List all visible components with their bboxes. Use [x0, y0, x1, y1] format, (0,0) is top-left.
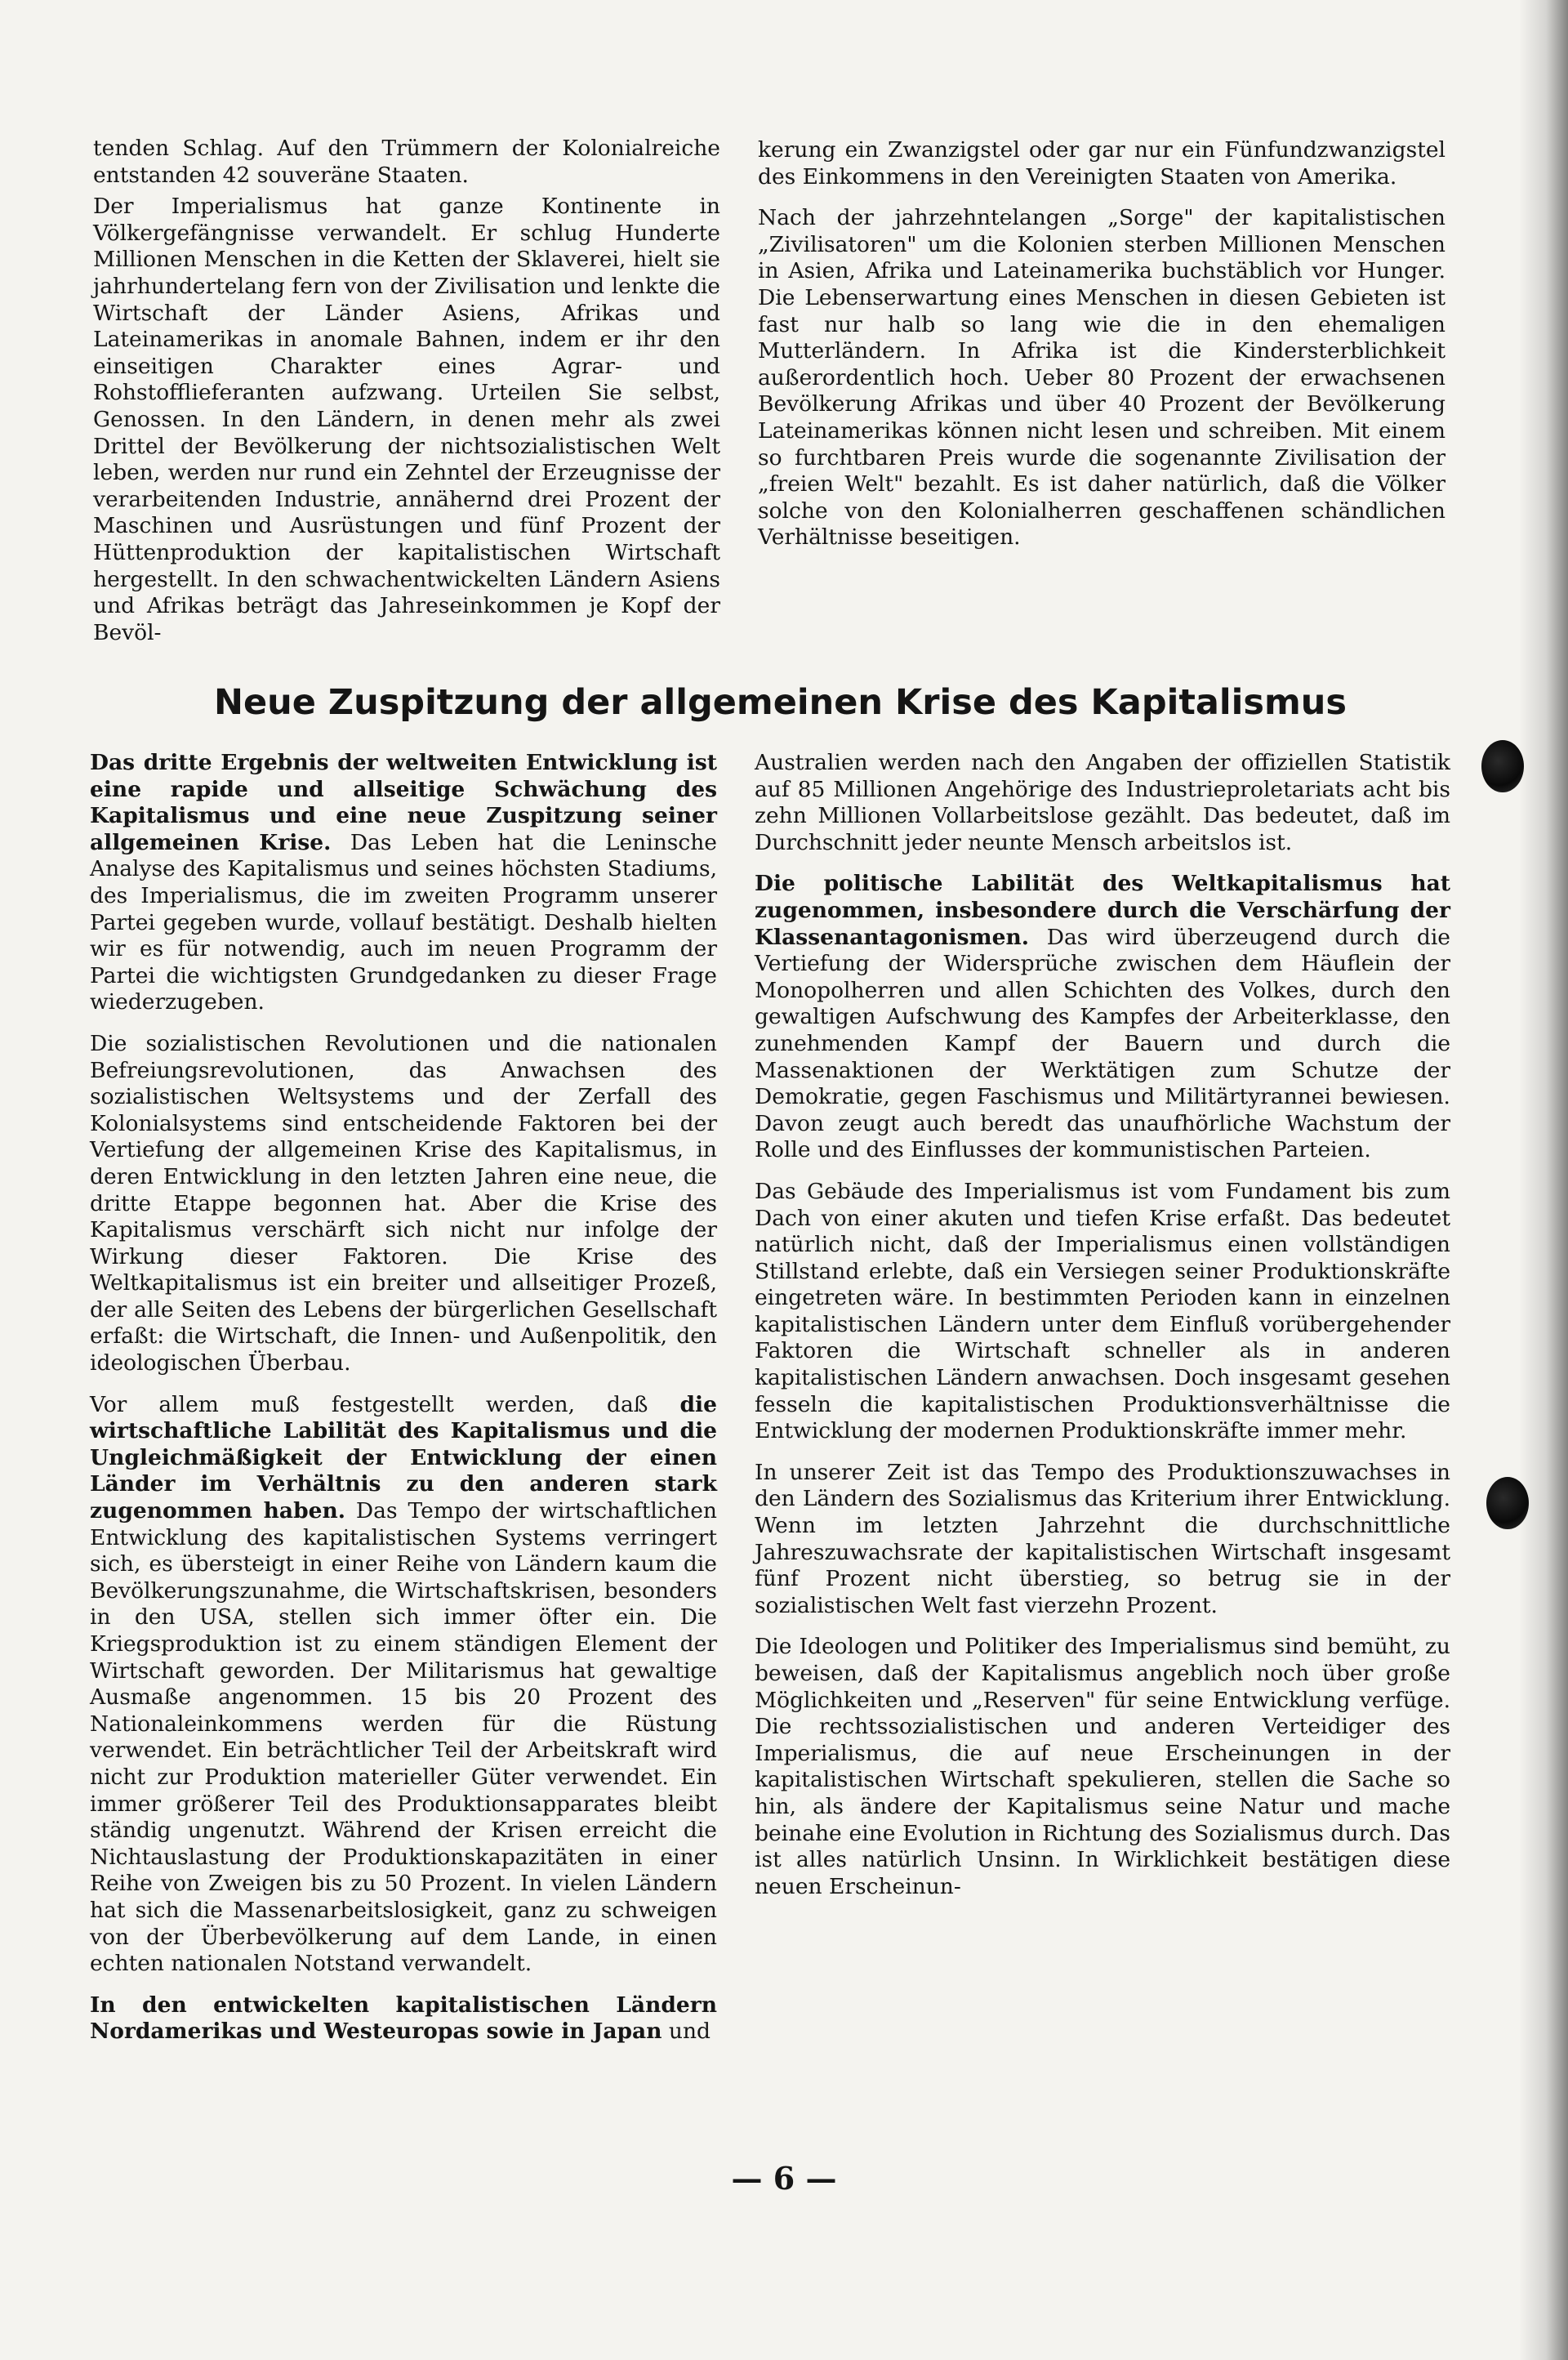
paragraph: Der Imperialismus hat ganze Kontinente in Völkergefängnisse verwandelt. Er schlug Hunderte Millionen Menschen in die Ketten der Sklaverei, hielt sie jahrhundertelang fern von der Zivilisation und lenkte die Wirtschaft der Länder Asiens, Afrikas und Lateinamerikas in anomale Bahnen, indem er ihr den einseitigen Charakter eines Agrar- und Rohstofflieferanten aufzwang. Urteilen Sie selbst, Genossen. In den Ländern, in denen mehr als zwei Drittel der Bevölkerung der nichtsozialistischen Welt leben, werden nur rund ein Zehntel der Erzeugnisse der verarbeitenden Industrie, annähernd drei Prozent der Maschinen und Ausrüstungen und fünf Prozent der Hüttenproduktion der kapitalistischen Wirtschaft hergestellt. In den schwachentwickelten Ländern Asiens und Afrikas beträgt das Jahreseinkommen je Kopf der Bevöl- [93, 194, 720, 645]
paragraph-text: Vor allem muß festgestellt werden, daß [90, 1391, 680, 1417]
emphasis-text: In den entwickelten kapitalistischen Ländern Nordamerikas und Westeuropas sowie in Japan [90, 1992, 717, 2045]
paragraph: Nach der jahrzehntelangen „Sorge" der kapitalistischen „Zivilisatoren" um die Kolonien sterben Millionen Menschen in Asien, Afrika und Lateinamerika buchstäblich vor Hunger. Die Lebenserwartung eines Menschen in diesen Gebieten ist fast nur halb so lang wie die in den ehemaligen Mutterländern. In Afrika ist die Kindersterblichkeit außerordentlich hoch. Ueber 80 Prozent der erwachsenen Bevölkerung Afrikas und über 40 Prozent der Bevölkerung Lateinamerikas können nicht lesen und schreiben. Mit einem so furchtbaren Preis wurde die sogenannte Zivilisation der „freien Welt" bezahlt. Es ist daher natürlich, daß die Völker solche von den Kolonialherren geschaffenen schändlichen Verhältnisse beseitigen. [758, 205, 1446, 551]
paragraph: Die sozialistischen Revolutionen und die nationalen Befreiungsrevolutionen, das Anwachsen des sozialistischen Weltsystems und der Zerfall des Kolonialsystems sind entscheidende Faktoren bei der Vertiefung der allgemeinen Krise des Kapitalismus, in deren Entwicklung in den letzten Jahren eine neue, die dritte Etappe begonnen hat. Aber die Krise des Kapitalismus verschärft sich nicht nur infolge der Wirkung dieser Faktoren. Die Krise des Weltkapitalismus ist ein breiter und allseitiger Prozeß, der alle Seiten des Lebens der bürgerlichen Gesellschaft erfaßt: die Wirtschaft, die Innen- und Außenpolitik, den ideologischen Überbau. [90, 1030, 717, 1376]
section-heading: Neue Zuspitzung der allgemeinen Krise des Kapitalismus [214, 682, 1348, 723]
paragraph-text: Das wird überzeugend durch die Vertiefung der Widersprüche zwischen dem Häuflein der Monopolherren und allen Schichten des Volkes, durch den gewaltigen Aufschwung des Kampfes der Arbeiterklasse, den zunehmenden Kampf der Bauern und durch die Massenaktionen der Werktätigen zum Schutze der Demokratie, gegen Faschismus und Militärtyrannei bewiesen. Davon zeugt auch beredt das unaufhörliche Wachstum der Rolle und des Einflusses der kommunistischen Parteien. [755, 924, 1450, 1163]
paragraph [90, 750, 717, 1016]
page-number: — 6 — [731, 2160, 837, 2197]
paragraph-text: und [662, 2019, 711, 2045]
paragraph-text: Das Tempo der wirtschaftlichen Entwicklung des kapitalistischen Systems verringert sich, es übersteigt in einer Reihe von Ländern kaum die Bevölkerungszunahme, die Wirtschaftskrisen, besonders in den USA, stellen sich immer öfter ein. Die Kriegsproduktion ist zu einem ständigen Element der Wirtschaft geworden. Der Militarismus hat gewaltige Ausmaße angenommen. 15 bis 20 Prozent des Nationaleinkommens werden für die Rüstung verwendet. Ein beträchtlicher Teil der Arbeitskraft wird nicht zur Produktion materieller Güter verwendet. Ein immer größerer Teil des Produktionsapparates bleibt ständig ungenutzt. Während der Krisen erreicht die Nichtauslastung der Produktionskapazitäten in einer Reihe von Zweigen bis zu 50 Prozent. In vielen Ländern hat sich die Massenarbeitslosigkeit, ganz zu schweigen von der Überbevölkerung auf dem Lande, in einen echten nationalen Notstand verwandelt. [90, 1498, 717, 1977]
bottom-right-column [755, 750, 1450, 1915]
paragraph [90, 1392, 717, 1978]
emphasis-text: Das dritte Ergebnis der weltweiten Entwicklung ist eine rapide und allseitige Schwächung des Kapitalismus und eine neue Zuspitzung seiner allgemeinen Krise. [90, 750, 717, 855]
paragraph [755, 871, 1450, 1164]
paragraph: Australien werden nach den Angaben der offiziellen Statistik auf 85 Millionen Angehörige des Industrieproletariats acht bis zehn Millionen Vollarbeitslose gezählt. Das bedeutet, daß im Durchschnitt jeder neunte Mensch arbeitslos ist. [755, 750, 1450, 855]
emphasis-text: die wirtschaftliche Labilität des Kapitalismus und die Ungleichmäßigkeit der Entwicklung der einen Länder im Verhältnis zu den anderen stark zugenommen haben. [90, 1391, 717, 1524]
top-left-column [93, 136, 720, 661]
paragraph: Das Gebäude des Imperialismus ist vom Fundament bis zum Dach von einer akuten und tiefen Krise erfaßt. Das bedeutet natürlich nicht, daß der Imperialismus einen vollständigen Stillstand erlebte, daß ein Versiegen seiner Produktionskräfte eingetreten wäre. In bestimmten Perioden kann in einzelnen kapitalistischen Ländern unter dem Einfluß vorübergehender Faktoren die Wirtschaft schneller als in anderen kapitalistischen Ländern anwachsen. Doch insgesamt gesehen fesseln die kapitalistischen Produktionsverhältnisse die Entwicklung der modernen Produktionskräfte immer mehr. [755, 1178, 1450, 1444]
binding-shadow [1519, 0, 1568, 2360]
paragraph: Die Ideologen und Politiker des Imperialismus sind bemüht, zu beweisen, daß der Kapitalismus angeblich noch über große Möglichkeiten und „Reserven" für seine Entwicklung verfüge. Die rechtssozialistischen und anderen Verteidiger des Imperialismus, die auf neue Erscheinungen in der kapitalistischen Wirtschaft spekulieren, stellen die Sache so hin, als ändere der Kapitalismus seine Natur und mache beinahe eine Evolution in Richtung des Sozialismus durch. Das ist alles natürlich Unsinn. In Wirklichkeit bestätigen diese neuen Erscheinun- [755, 1634, 1450, 1899]
paragraph-text: Das Leben hat die Leninsche Analyse des Kapitalismus und seines höchsten Stadiums, des Imperialismus, die im zweiten Programm unserer Partei gegeben wurde, vollauf bestätigt. Deshalb hielten wir es für notwendig, auch im neuen Programm der Partei die wichtigsten Grundgedanken zu dieser Frage wiederzugeben. [90, 829, 717, 1015]
paragraph: kerung ein Zwanzigstel oder gar nur ein Fünfundzwanzigstel des Einkommens in den Vereinigten Staaten von Amerika. [758, 137, 1446, 190]
bottom-left-column [90, 750, 717, 2060]
paragraph: In unserer Zeit ist das Tempo des Produktionszuwachses in den Ländern des Sozialismus das Kriterium ihrer Entwicklung. Wenn im letzten Jahrzehnt die durchschnittliche Jahreszuwachsrate der kapitalistischen Wirtschaft insgesamt fünf Prozent nicht überstieg, so betrug sie in der sozialistischen Welt fast vierzehn Prozent. [755, 1459, 1450, 1618]
punch-hole [1486, 1477, 1529, 1529]
emphasis-text: Die politische Labilität des Weltkapitalismus hat zugenommen, insbesondere durch die Verschärfung der Klassenantagonismen. [755, 871, 1450, 950]
paragraph [90, 1992, 717, 2045]
top-right-column [758, 137, 1446, 566]
paragraph: tenden Schlag. Auf den Trümmern der Kolonialreiche entstanden 42 souveräne Staaten. [93, 136, 720, 188]
punch-hole [1481, 740, 1524, 792]
